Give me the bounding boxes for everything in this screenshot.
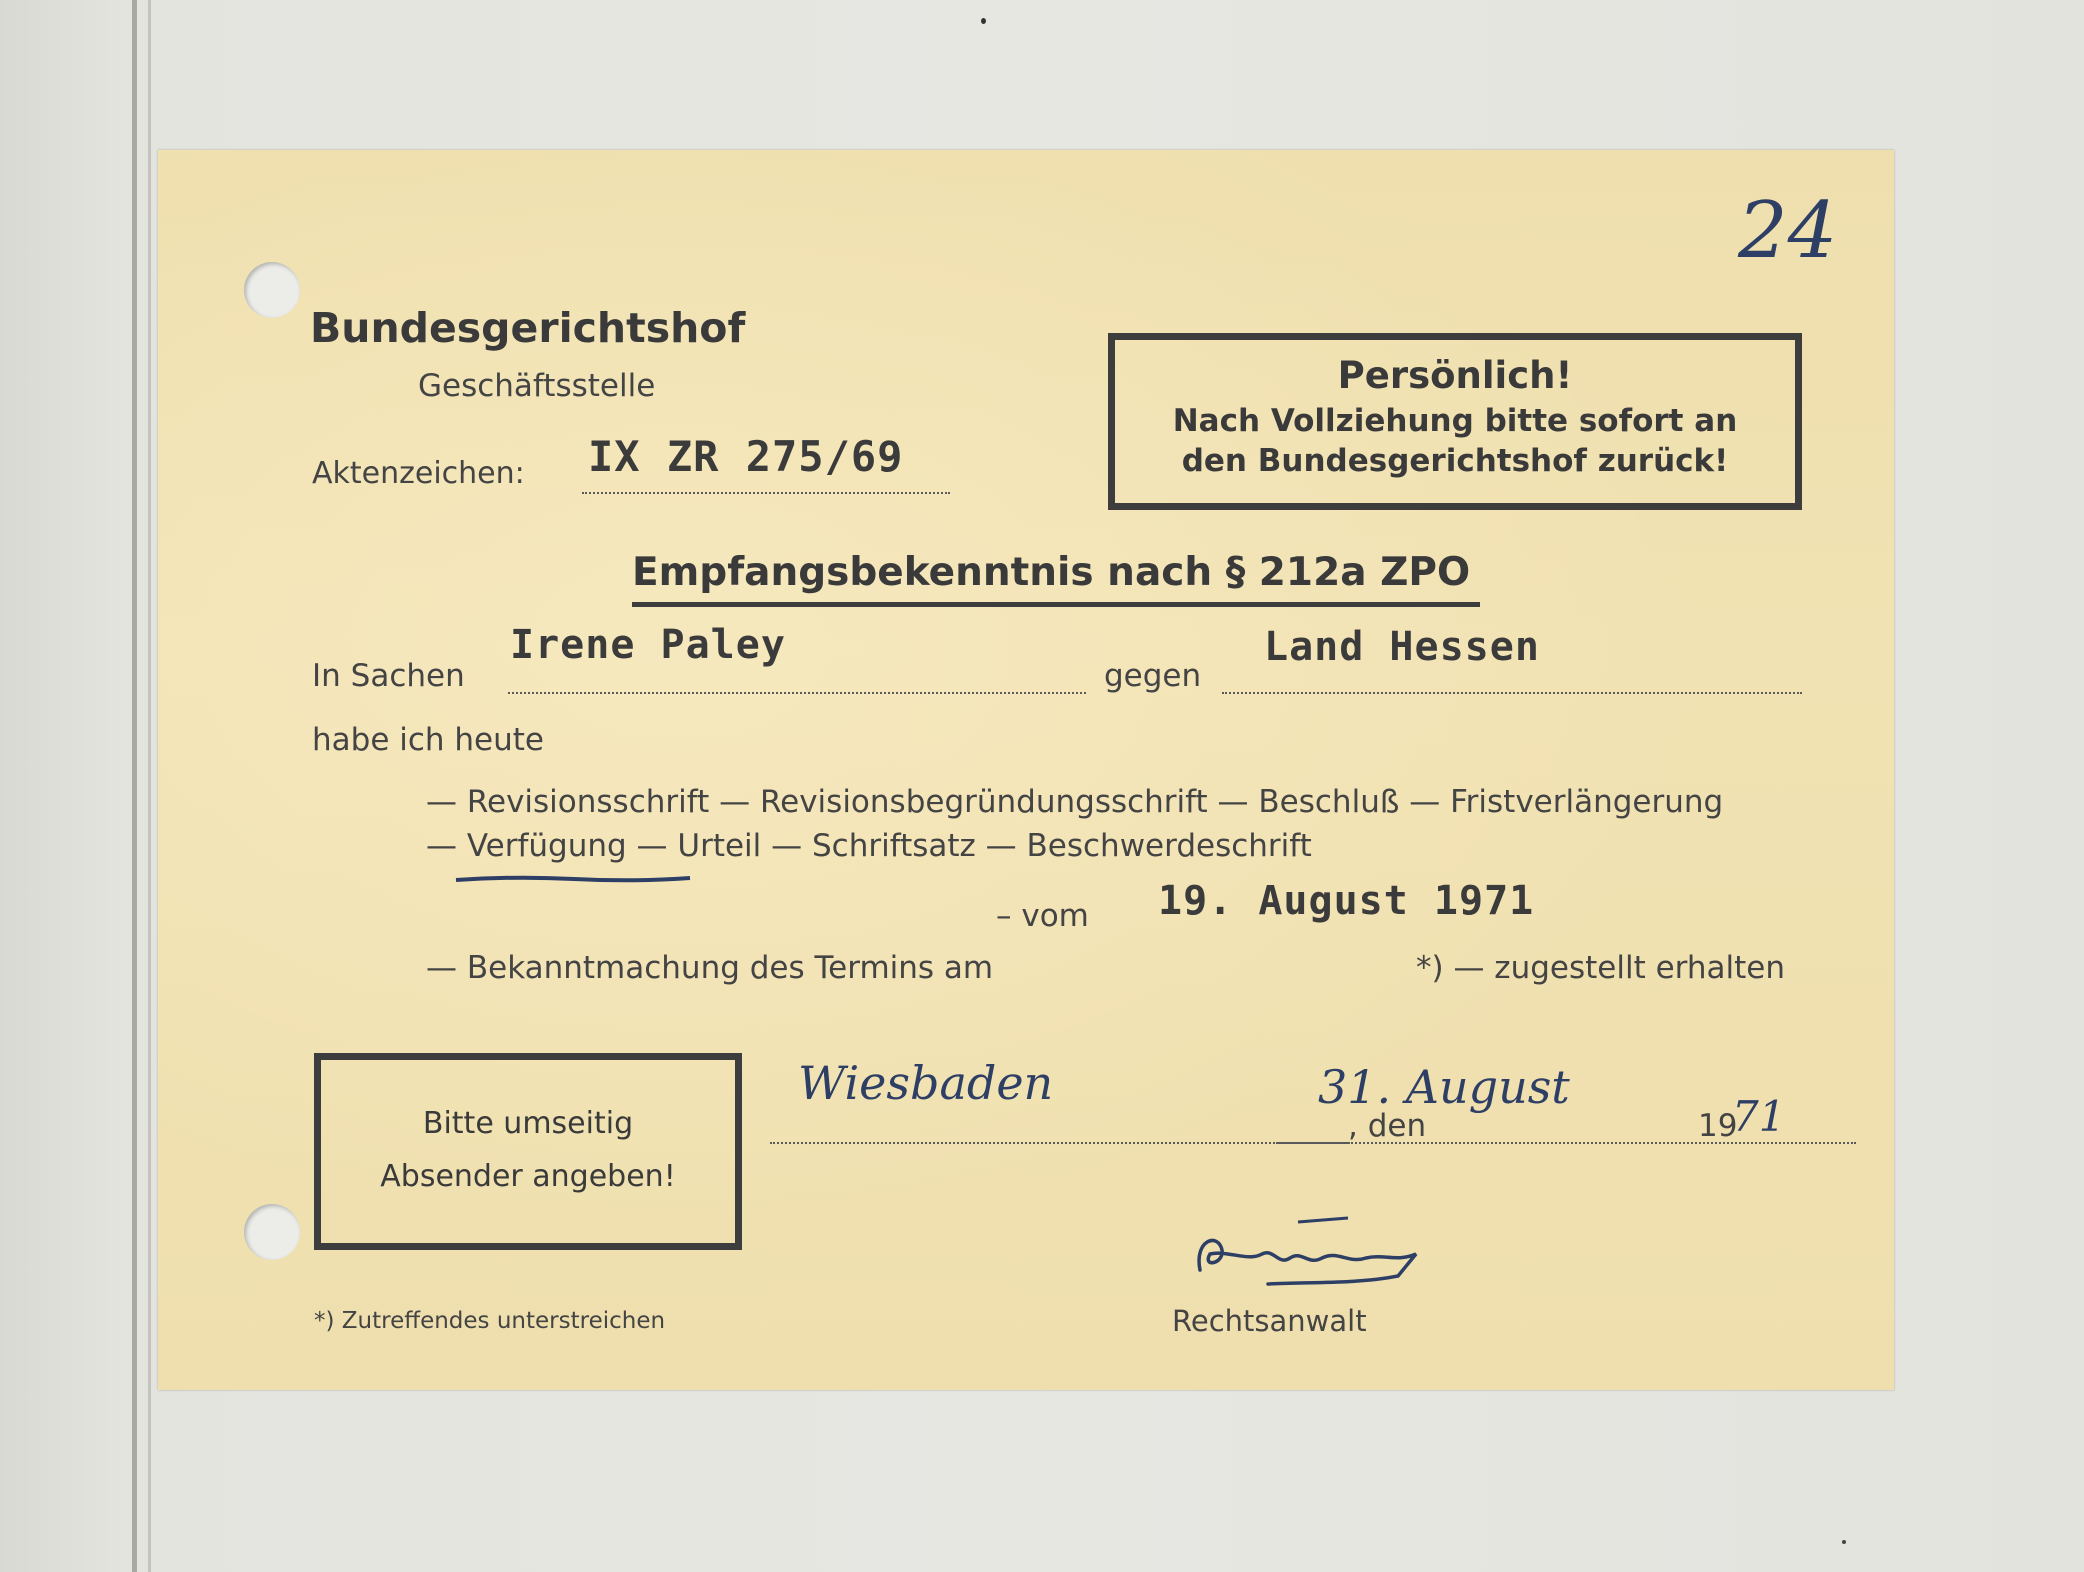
scan-speck	[981, 18, 986, 24]
handwritten-year: 71	[1732, 1092, 1786, 1141]
notice-heading: Persönlich!	[1337, 354, 1573, 397]
personal-notice-box	[1108, 333, 1802, 510]
notice-text-2: den Bundesgerichtshof zurück!	[1181, 443, 1729, 479]
punch-hole	[244, 1204, 300, 1260]
intro-text: habe ich heute	[312, 722, 545, 758]
sender-notice-1: Bitte umseitig	[422, 1106, 634, 1141]
sheet-edge	[148, 0, 151, 1572]
page-number: 24	[1738, 186, 1838, 276]
vom-date: 19. August 1971	[1158, 878, 1535, 924]
handwritten-place: Wiesbaden	[798, 1056, 1054, 1110]
handwritten-signature	[1188, 1210, 1428, 1300]
punch-hole	[244, 262, 300, 318]
form-title: Empfangsbekenntnis nach § 212a ZPO	[632, 550, 1471, 595]
plaintiff-name: Irene Paley	[510, 622, 786, 668]
sender-notice-2: Absender angeben!	[380, 1159, 676, 1194]
office-name: Geschäftsstelle	[418, 368, 656, 404]
plaintiff-line	[508, 692, 1086, 694]
footnote: *) Zutreffendes unterstreichen	[314, 1308, 666, 1334]
year-prefix: 19	[1698, 1108, 1738, 1144]
title-underline	[632, 602, 1480, 607]
rechtsanwalt-label: Rechtsanwalt	[1172, 1304, 1367, 1338]
option-rest: — Urteil — Schriftsatz — Beschwerdeschrift	[626, 828, 1312, 864]
document-options-1: — Revisionsschrift — Revisionsbegründungsschrift — Beschluß — Fristverlängerung	[426, 784, 1724, 820]
file-number-line	[582, 492, 950, 494]
date-line	[1276, 1142, 1856, 1144]
file-label: Aktenzeichen:	[312, 456, 525, 491]
sender-notice-box	[314, 1053, 742, 1250]
notice-text-1: Nach Vollziehung bitte sofort an	[1172, 403, 1738, 439]
handwritten-date: 31. August	[1318, 1060, 1570, 1114]
den-label: , den	[1348, 1108, 1427, 1144]
document-options-2	[426, 828, 1312, 864]
in-sachen-label: In Sachen	[312, 658, 465, 694]
court-name: Bundesgerichtshof	[310, 304, 746, 352]
scan-speck	[1842, 1540, 1846, 1544]
gegen-label: gegen	[1104, 658, 1202, 694]
verfuegung-pen-underline	[454, 872, 694, 886]
file-number: IX ZR 275/69	[588, 432, 904, 481]
receipt-card	[158, 150, 1894, 1390]
binder-edge	[132, 0, 137, 1572]
vom-label: – vom	[996, 898, 1089, 934]
place-line	[770, 1142, 1350, 1144]
defendant-line	[1222, 692, 1802, 694]
zugestellt-text: *) — zugestellt erhalten	[1416, 950, 1785, 986]
defendant-name: Land Hessen	[1264, 624, 1540, 670]
option-verfuegung: — Verfügung	[426, 828, 627, 864]
bekanntmachung-text: — Bekanntmachung des Termins am	[426, 950, 994, 986]
